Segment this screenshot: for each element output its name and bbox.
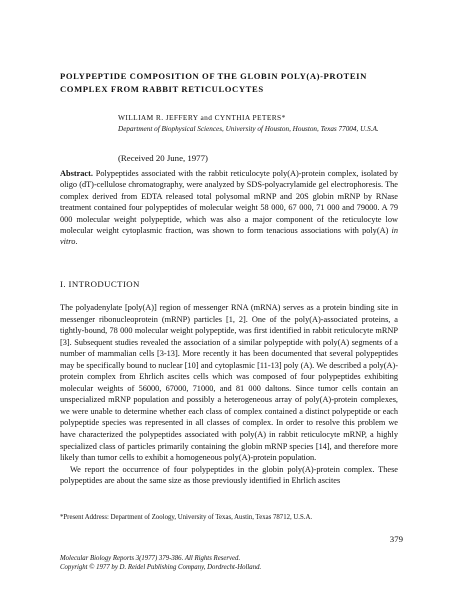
intro-paragraph-2: We report the occurrence of four polypeptides in the globin poly(A)-protein complex. These polypeptides are about the same size as those previously identified in Ehrlich ascites (60, 464, 398, 486)
received-date: (Received 20 June, 1977) (118, 153, 208, 163)
introduction-body (60, 302, 398, 487)
author-footnote: *Present Address: Department of Zoology, University of Texas, Austin, Texas 78712, U.S.A. (60, 514, 313, 521)
copyright-notice: Copyright © 1977 by D. Reidel Publishing Company, Dordrecht-Holland. (60, 564, 262, 571)
page-number: 379 (389, 534, 403, 544)
author-line: WILLIAM R. JEFFERY and CYNTHIA PETERS* (118, 113, 286, 122)
abstract-text: Polypeptides associated with the rabbit reticulocyte poly(A)-protein complex, isolated by oligo (dT)-cellulose chromatography, were analyzed by SDS-polyacrylamide gel electrophoresis. The complex derived from EDTA released total polysomal mRNP and 20S globin mRNP by RNase treatment contained four polypeptides of molecular weight 58 000, 67 000, 71 000 and 79000. A 79 000 molecular weight polypeptide, which was also a major component of the reticulocyte low molecular weight cytoplasmic fraction, was shown to form tenacious associations with poly(A) (60, 169, 398, 236)
abstract (60, 168, 398, 248)
intro-paragraph-1: The polyadenylate [poly(A)] region of messenger RNA (mRNA) serves as a protein binding site in messenger ribonucleoprotein (mRNP) particles [1, 2]. One of the poly(A)-associated proteins, a tightly-bound, 78 000 molecular weight polypeptide, was first identified in rabbit reticulocyte mRNP [3]. Subsequent studies revealed the association of a similar polypeptide with poly(A) segments of a number of mammalian cells [3-13]. More recently it has been documented that several polypeptides may be specifically bound to nuclear [10] and cytoplasmic [11-13] poly (A). We described a poly(A)-protein complex from Ehrlich ascites cells which was composed of four polypeptides exhibiting molecular weights of 56000, 67000, 71000, and 81 000 daltons. Since tumor cells contain an unspecialized mRNP population and possibly a heterogeneous array of poly(A)-protein complexes, we were unable to determine whether each class of complex contained a distinct polypeptide or each polypeptide species was represented in all classes of complex. In order to resolve this problem we have characterized the polypeptides associated with poly(A) in rabbit reticulocyte mRNP, a highly specialized class of particles primarily containing the globin mRNP species [14], and therefore more likely than tumor cells to exhibit a homogeneous poly(A)-protein population. (60, 303, 398, 463)
abstract-end: . (75, 237, 78, 247)
abstract-label: Abstract. (60, 169, 93, 178)
journal-citation: Molecular Biology Reports 3(1977) 379-386. All Rights Reserved. (60, 555, 241, 562)
abstract-italic-term: in vitro (60, 226, 398, 247)
article-title: POLYPEPTIDE COMPOSITION OF THE GLOBIN POLY(A)-PROTEIN COMPLEX FROM RABBIT RETICULOCYTES (60, 71, 367, 94)
author-affiliation: Department of Biophysical Sciences, University of Houston, Houston, Texas 77004, U.S.A. (118, 125, 379, 133)
section-heading-introduction: I. INTRODUCTION (60, 279, 140, 289)
